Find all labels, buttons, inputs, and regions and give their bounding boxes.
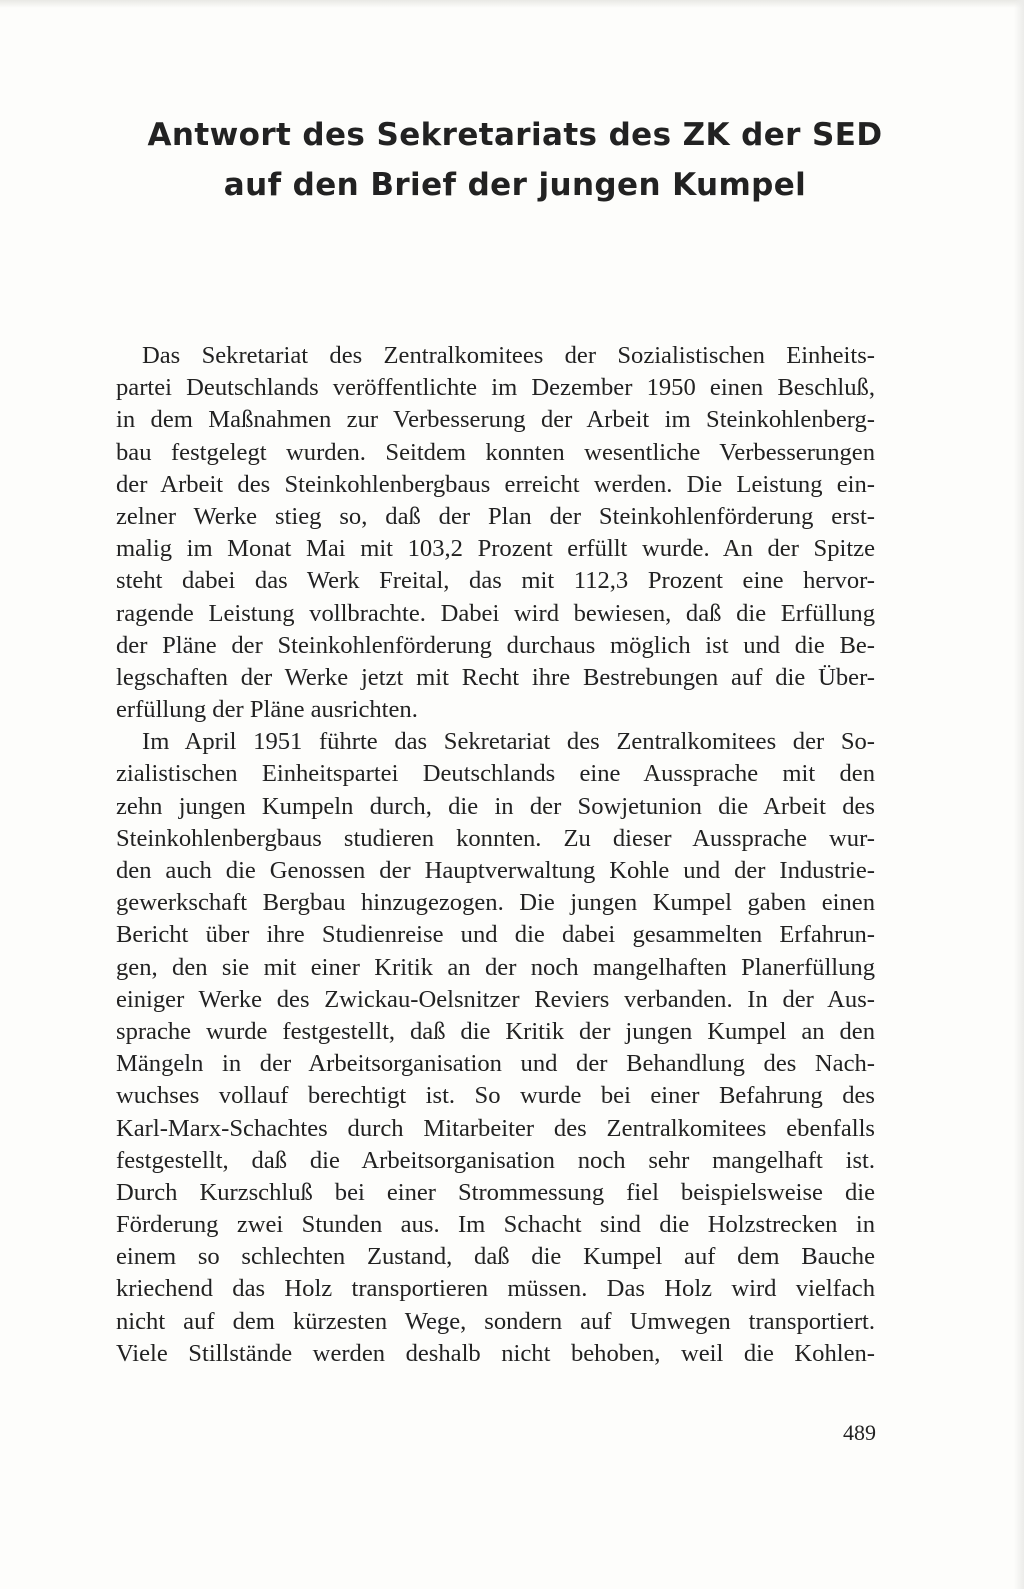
text-line: Viele Stillstände werden deshalb nicht behoben, weil die Kohlen-: [116, 1339, 875, 1367]
text-line: Steinkohlenbergbaus studieren konnten. Zu dieser Aussprache wur-: [116, 824, 875, 852]
text-line: ragende Leistung vollbrachte. Dabei wird bewiesen, daß die Erfüllung: [116, 599, 875, 627]
page-top-edge-shadow: [0, 0, 1024, 8]
text-line: Das Sekretariat des Zentralkomitees der Sozialistischen Einheits-: [142, 342, 875, 369]
paragraph-1: [116, 340, 875, 726]
page-right-edge-shadow: [1014, 0, 1024, 1589]
text-line: in dem Maßnahmen zur Verbesserung der Arbeit im Steinkohlenberg-: [116, 406, 875, 434]
heading-line-1: Antwort des Sekretariats des ZK der SED: [147, 117, 883, 153]
text-line: einiger Werke des Zwickau-Oelsnitzer Reviers verbanden. In der Aus-: [116, 985, 875, 1013]
text-line: steht dabei das Werk Freital, das mit 112,3 Prozent eine hervor-: [116, 567, 875, 595]
text-line: der Pläne der Steinkohlenförderung durchaus möglich ist und die Be-: [116, 631, 875, 659]
text-line: zehn jungen Kumpeln durch, die in der Sowjetunion die Arbeit des: [116, 792, 875, 820]
text-line: Karl-Marx-Schachtes durch Mitarbeiter des Zentralkomitees ebenfalls: [116, 1114, 875, 1142]
chapter-heading: [100, 110, 930, 210]
text-line: zelner Werke stieg so, daß der Plan der Steinkohlenförderung erst-: [116, 502, 875, 530]
text-line: nicht auf dem kürzesten Wege, sondern auf Umwegen transportiert.: [116, 1307, 875, 1335]
text-line: erfüllung der Pläne ausrichten.: [116, 696, 418, 724]
body-text: [116, 340, 875, 1370]
text-line: der Arbeit des Steinkohlenbergbaus erreicht werden. Die Leistung ein-: [116, 470, 875, 498]
text-line: gewerkschaft Bergbau hinzugezogen. Die jungen Kumpel gaben einen: [116, 889, 875, 917]
text-line: legschaften der Werke jetzt mit Recht ihre Bestrebungen auf die Über-: [116, 663, 875, 691]
text-line: wuchses vollauf berechtigt ist. So wurde bei einer Befahrung des: [116, 1082, 875, 1110]
text-line: Durch Kurzschluß bei einer Strommessung fiel beispielsweise die: [116, 1178, 875, 1206]
text-line: sprache wurde festgestellt, daß die Kritik der jungen Kumpel an den: [116, 1017, 875, 1045]
text-line: festgestellt, daß die Arbeitsorganisation noch sehr mangelhaft ist.: [116, 1146, 875, 1174]
text-line: Im April 1951 führte das Sekretariat des Zentralkomitees der So-: [142, 728, 875, 756]
text-line: Bericht über ihre Studienreise und die dabei gesammelten Erfahrun-: [116, 921, 875, 949]
heading-line-2: auf den Brief der jungen Kumpel: [223, 167, 807, 203]
text-line: Mängeln in der Arbeitsorganisation und der Behandlung des Nach-: [116, 1050, 875, 1078]
page-number: 489: [843, 1420, 876, 1445]
text-line: zialistischen Einheitspartei Deutschlands eine Aussprache mit den: [116, 760, 875, 788]
text-line: Förderung zwei Stunden aus. Im Schacht sind die Holzstrecken in: [116, 1211, 875, 1239]
text-line: den auch die Genossen der Hauptverwaltung Kohle und der Industrie-: [116, 857, 875, 884]
text-line: kriechend das Holz transportieren müssen. Das Holz wird vielfach: [116, 1275, 875, 1303]
text-line: malig im Monat Mai mit 103,2 Prozent erfüllt wurde. An der Spitze: [116, 535, 875, 563]
text-line: gen, den sie mit einer Kritik an der noch mangelhaften Planerfüllung: [116, 953, 875, 981]
text-line: partei Deutschlands veröffentlichte im Dezember 1950 einen Beschluß,: [116, 374, 875, 402]
text-line: bau festgelegt wurden. Seitdem konnten wesentliche Verbesserungen: [116, 438, 875, 466]
paragraph-2: [116, 726, 875, 1370]
text-line: einem so schlechten Zustand, daß die Kumpel auf dem Bauche: [116, 1243, 875, 1271]
